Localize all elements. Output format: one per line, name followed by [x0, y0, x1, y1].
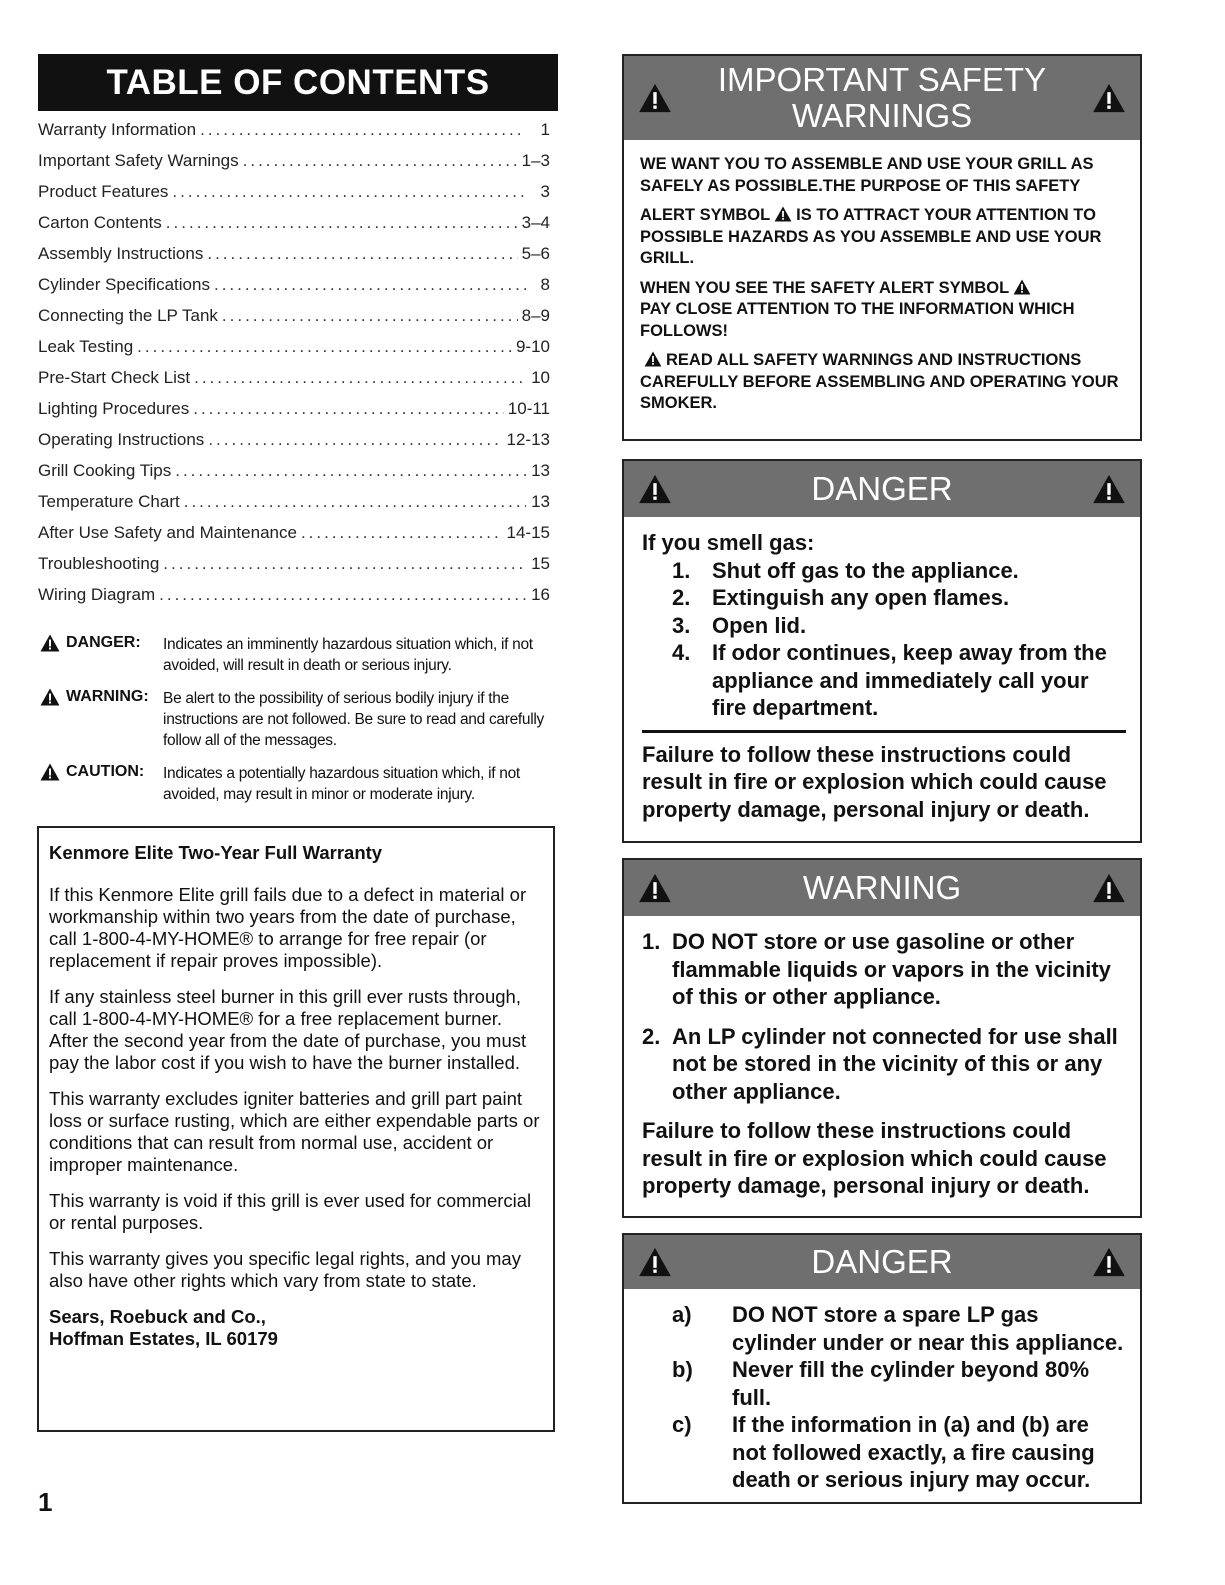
danger-item: c) If the information in (a) and (b) are not followed exactly, a fire causing death or serious injury may occur. [672, 1412, 1095, 1492]
warning-item: 2. An LP cylinder not connected for use shall not be stored in the vicinity of this or any other appliance. [642, 1023, 1118, 1104]
safety-paragraph: WE WANT YOU TO ASSEMBLE AND USE YOUR GRILL AS SAFELY AS POSSIBLE.THE PURPOSE OF THIS SAFETY [640, 155, 1094, 195]
legend-warning: WARNING: Be alert to the possibility of serious bodily injury if the instructions are not followed. Be sure to read and carefully follow all of the messages. [40, 688, 560, 751]
toc-entry[interactable]: Temperature Chart ..... 13 [38, 492, 550, 523]
safety-alert-icon [644, 351, 662, 367]
warning-triangle-icon [1092, 1247, 1126, 1277]
danger-gas-box [622, 459, 1142, 843]
safety-header [624, 56, 1140, 140]
warning-header [624, 860, 1140, 916]
warning-triangle-icon [1092, 83, 1126, 113]
danger-item: 2. Extinguish any open flames. [672, 585, 1010, 610]
warranty-paragraph: This warranty excludes igniter batteries and grill part paint loss or surface rusting, which are either expendable parts or conditions that can result from normal use, accident or improper maintenance. [49, 1088, 540, 1175]
toc-entry[interactable]: Cylinder Specifications ..... 8 [38, 275, 550, 306]
safety-paragraph: WHEN YOU SEE THE SAFETY ALERT SYMBOL PAY CLOSE ATTENTION TO THE INFORMATION WHICH FOLLOWS! [640, 278, 1075, 340]
toc-entry[interactable]: Connecting the LP Tank ..... 8–9 [38, 306, 550, 337]
safety-title-line2: WARNINGS [791, 97, 973, 134]
danger-title: DANGER [811, 470, 953, 507]
legend-danger: DANGER: Indicates an imminently hazardous situation which, if not avoided, will result in death or serious injury. [40, 634, 560, 676]
toc-entry[interactable]: Lighting Procedures ..... 10-11 [38, 399, 550, 430]
warning-triangle-icon [638, 1247, 672, 1277]
toc-entry[interactable]: Pre-Start Check List ..... 10 [38, 368, 550, 399]
warning-triangle-icon [638, 873, 672, 903]
page-number: 1 [38, 1487, 53, 1517]
warning-box [622, 858, 1142, 1218]
warning-triangle-icon [1092, 474, 1126, 504]
toc-entry[interactable]: Carton Contents ..... 3–4 [38, 213, 550, 244]
warning-footer: Failure to follow these instructions could result in fire or explosion which could cause property damage, personal injury or death. [642, 1118, 1107, 1198]
safety-paragraph: ALERT SYMBOL IS TO ATTRACT YOUR ATTENTION TO POSSIBLE HAZARDS AS YOU ASSEMBLE AND USE YOUR GRILL. [640, 206, 1102, 267]
toc-entry[interactable]: After Use Safety and Maintenance ..... 14-15 [38, 523, 550, 554]
toc-entry[interactable]: Product Features ..... 3 [38, 182, 550, 213]
safety-title-line1: IMPORTANT SAFETY [717, 61, 1047, 98]
warranty-paragraph: This warranty is void if this grill is ever used for commercial or rental purposes. [49, 1190, 532, 1233]
warranty-company: Sears, Roebuck and Co., [49, 1306, 266, 1327]
danger-footer: Failure to follow these instructions could result in fire or explosion which could cause property damage, personal injury or death. [642, 741, 1107, 822]
warranty-paragraph: This warranty gives you specific legal rights, and you may also have other rights which vary from state to state. [49, 1248, 521, 1291]
divider [642, 730, 1126, 733]
danger-header [624, 1235, 1140, 1289]
warning-triangle-icon [638, 474, 672, 504]
warning-triangle-icon [40, 763, 60, 781]
danger-cylinder-box [622, 1233, 1142, 1504]
danger-item: b) Never fill the cylinder beyond 80% full. [672, 1357, 1090, 1410]
warning-triangle-icon [1092, 873, 1126, 903]
danger-header [624, 461, 1140, 517]
toc-entry[interactable]: Important Safety Warnings ..... 1–3 [38, 151, 550, 182]
warranty-paragraph: If any stainless steel burner in this grill ever rusts through, call 1-800-4-MY-HOME® for a free replacement burner. After the second year from the date of purchase, you must pay the labor cost if you wish to have the burner installed. [49, 986, 527, 1073]
warranty-paragraph: If this Kenmore Elite grill fails due to a defect in material or workmanship within two years from the date of purchase, call 1-800-4-MY-HOME® to arrange for free repair (or replacement if repair proves impossible). [49, 884, 527, 971]
warning-title: WARNING [802, 869, 962, 906]
safety-alert-icon [1013, 279, 1031, 295]
warning-item: 1. DO NOT store or use gasoline or other flammable liquids or vapors in the vicinity of this or other appliance. [642, 929, 1111, 1009]
warranty-address: Hoffman Estates, IL 60179 [49, 1328, 278, 1349]
toc-list [38, 120, 550, 616]
danger-item: a) DO NOT store a spare LP gas cylinder under or near this appliance. [672, 1302, 1124, 1355]
warning-triangle-icon [40, 688, 60, 706]
toc-entry[interactable]: Warranty Information ..... 1 [38, 120, 550, 151]
toc-entry[interactable]: Operating Instructions ..... 12-13 [38, 430, 550, 461]
toc-entry[interactable]: Assembly Instructions ..... 5–6 [38, 244, 550, 275]
legend-caution: CAUTION: Indicates a potentially hazardous situation which, if not avoided, may result in minor or moderate injury. [40, 763, 560, 805]
danger-title: DANGER [811, 1243, 953, 1280]
warning-triangle-icon [40, 634, 60, 652]
warranty-title: Kenmore Elite Two-Year Full Warranty [49, 842, 383, 863]
danger-item: 1. Shut off gas to the appliance. [672, 557, 1019, 583]
signal-word-legend [40, 634, 560, 817]
safety-paragraph: READ ALL SAFETY WARNINGS AND INSTRUCTIONS CAREFULLY BEFORE ASSEMBLING AND OPERATING YOUR SMOKER. [640, 351, 1119, 412]
toc-entry[interactable]: Troubleshooting ..... 15 [38, 554, 550, 585]
safety-alert-icon [774, 206, 792, 222]
toc-entry[interactable]: Wiring Diagram ..... 16 [38, 585, 550, 616]
warning-triangle-icon [638, 83, 672, 113]
toc-title: TABLE OF CONTENTS [38, 54, 558, 111]
toc-entry[interactable]: Grill Cooking Tips ..... 13 [38, 461, 550, 492]
warranty-box [37, 826, 555, 1432]
danger-item: 3. Open lid. [672, 612, 807, 638]
danger-intro: If you smell gas: [642, 530, 815, 555]
danger-item: 4. If odor continues, keep away from the appliance and immediately call your fire department. [672, 640, 1107, 720]
toc-entry[interactable]: Leak Testing ..... 9-10 [38, 337, 550, 368]
safety-warnings-box [622, 54, 1142, 441]
